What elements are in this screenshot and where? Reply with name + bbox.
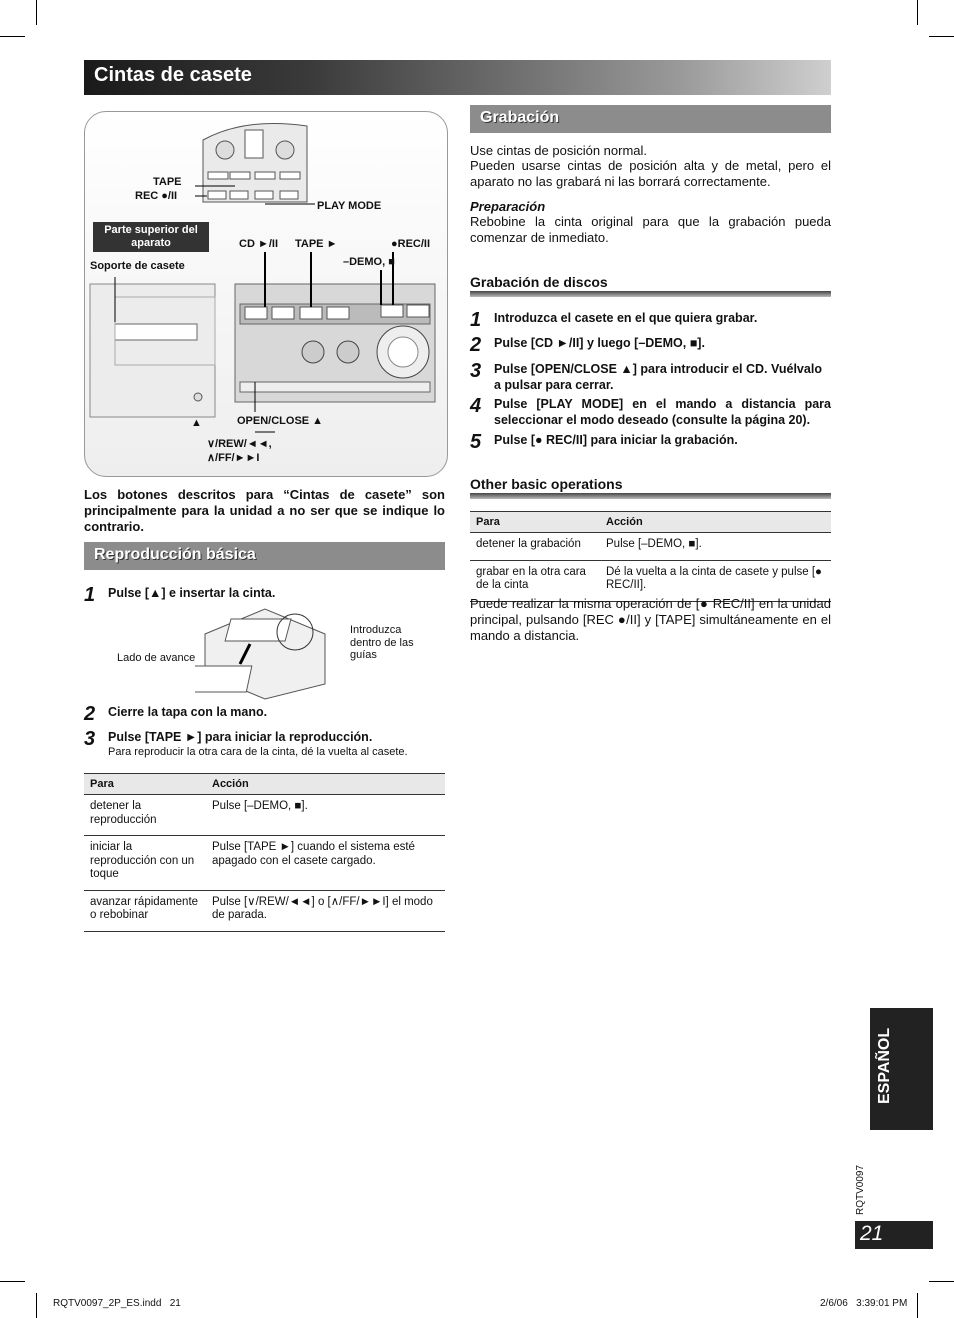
table-row <box>84 836 445 891</box>
top-unit-label-box <box>93 222 209 252</box>
table-row <box>470 533 831 561</box>
crop-mark <box>917 0 918 25</box>
play-mode-label: PLAY MODE <box>317 200 382 212</box>
recording-heading-bar <box>470 105 831 133</box>
table-cell: Pulse [∨/REW/◄◄] o [∧/FF/►►I] el modo de parada. <box>206 890 445 931</box>
recording-closing: Puede realizar la misma operación de [● REC/II] en la unidad principal, pulsando [REC ●/II] y [TAPE] simultáneamente en el mando a distancia. <box>470 596 831 643</box>
table-header: Acción <box>600 512 831 533</box>
tape-label: TAPE <box>153 176 182 188</box>
recording-heading: Grabación <box>480 109 560 126</box>
crop-mark <box>917 1293 918 1318</box>
crop-mark <box>0 1281 25 1282</box>
ff-label: ∧/FF/►►I <box>207 452 260 464</box>
playback-step-text: Cierre la tapa con la mano. <box>108 705 268 719</box>
table-cell: avanzar rápidamente o rebobinar <box>84 890 206 931</box>
table-cell: detener la grabación <box>470 533 600 561</box>
table-cell: Pulse [–DEMO, ■]. <box>206 795 445 836</box>
recording-step-text: Introduzca el casete en el que quiera grabar. <box>494 311 758 325</box>
intro-note: Los botones descritos para “Cintas de casete” son principalmente para la unidad a no ser que se indique lo contrario. <box>84 487 445 534</box>
holder-label: Soporte de casete <box>90 260 185 272</box>
prep-text: Rebobine la cinta original para que la grabación pueda comenzar de inmediato. <box>470 214 831 245</box>
cd-label: CD ►/II <box>239 238 278 250</box>
heading-underline <box>470 291 831 297</box>
rew-label: ∨/REW/◄◄, <box>207 438 272 450</box>
table-header: Acción <box>206 774 445 795</box>
page-number-box <box>855 1221 933 1249</box>
recording-step-text: Pulse [● REC/II] para iniciar la grabación. <box>494 433 738 447</box>
prep-title: Preparación <box>470 199 546 214</box>
demo-label: –DEMO, ■ <box>343 256 395 268</box>
playback-step-number: 1 <box>84 584 96 606</box>
disc-recording-heading: Grabación de discos <box>470 274 608 290</box>
crop-mark <box>36 0 37 25</box>
open-close-label: OPEN/CLOSE ▲ <box>237 415 324 427</box>
table-cell: Pulse [–DEMO, ■]. <box>600 533 831 561</box>
table-header-row <box>470 512 831 533</box>
table-header: Para <box>84 774 206 795</box>
recording-intro-2: Pueden usarse cintas de posición alta y de metal, pero el aparato no las grabará ni las borrará correctamente. <box>470 158 831 189</box>
recording-step-number: 2 <box>470 334 482 356</box>
recording-step-text: Pulse [OPEN/CLOSE ▲] para introducir el CD. Vuélvalo a pulsar para cerrar. <box>494 362 822 392</box>
recording-step-number: 4 <box>470 395 482 417</box>
crop-mark <box>36 1293 37 1318</box>
crop-mark <box>929 36 954 37</box>
playback-step3-note: Para reproducir la otra cara de la cinta, dé la vuelta al casete. <box>108 746 408 758</box>
table-cell: Dé la vuelta a la cinta de casete y pulse [● REC/II]. <box>600 560 831 601</box>
other-operations-heading: Other basic operations <box>470 476 623 492</box>
table-cell: Pulse [TAPE ►] cuando el sistema esté apagado con el casete cargado. <box>206 836 445 891</box>
footer-file: RQTV0097_2P_ES.indd 21 <box>53 1298 181 1309</box>
playback-step-number: 2 <box>84 703 96 725</box>
footer-date: 2/6/06 3:39:01 PM <box>820 1298 908 1309</box>
device-figure <box>84 111 448 477</box>
language-tab-label: ESPAÑOL <box>876 1027 893 1104</box>
crop-mark <box>929 1281 954 1282</box>
page-title: Cintas de casete <box>94 64 252 86</box>
playback-table <box>84 773 445 932</box>
table-header-row <box>84 774 445 795</box>
recording-step-number: 5 <box>470 431 482 453</box>
recording-step-number: 3 <box>470 360 482 382</box>
page-number: 21 <box>860 1222 884 1245</box>
recording-intro-1: Use cintas de posición normal. <box>470 143 648 158</box>
tape-play-label: TAPE ► <box>295 238 338 250</box>
recording-table <box>470 511 831 602</box>
table-row <box>84 795 445 836</box>
rec-pause-label: ●REC/II <box>391 238 431 250</box>
cassette-insert-illustration <box>195 604 335 704</box>
playback-heading: Reproducción básica <box>94 546 256 563</box>
table-row <box>470 560 831 601</box>
playback-step-number: 3 <box>84 728 96 750</box>
heading-underline <box>470 493 831 499</box>
recording-step-number: 1 <box>470 309 482 331</box>
playback-heading-bar <box>84 542 445 570</box>
table-cell: grabar en la otra cara de la cinta <box>470 560 600 601</box>
insert-label-right: Introduzca dentro de las guías <box>350 624 414 661</box>
doc-code: RQTV0097 <box>855 1164 866 1215</box>
recording-step-text: Pulse [PLAY MODE] en el mando a distancia para seleccionar el modo deseado (consulte la página 20). <box>494 397 831 427</box>
table-cell: iniciar la reproducción con un toque <box>84 836 206 891</box>
page-title-bar <box>84 60 831 95</box>
crop-mark <box>0 36 25 37</box>
playback-step-text: Pulse [▲] e insertar la cinta. <box>108 586 276 600</box>
table-cell: detener la reproducción <box>84 795 206 836</box>
top-unit-label: Parte superior del aparato <box>104 224 198 249</box>
playback-step-text: Pulse [TAPE ►] para iniciar la reproducción. <box>108 730 373 744</box>
table-row <box>84 890 445 931</box>
recording-step-text: Pulse [CD ►/II] y luego [–DEMO, ■]. <box>494 336 705 350</box>
rec-label: REC ●/II <box>135 190 178 202</box>
eject-symbol: ▲ <box>191 417 202 429</box>
language-tab <box>870 1008 933 1130</box>
table-header: Para <box>470 512 600 533</box>
insert-label-left: Lado de avance <box>117 652 196 664</box>
